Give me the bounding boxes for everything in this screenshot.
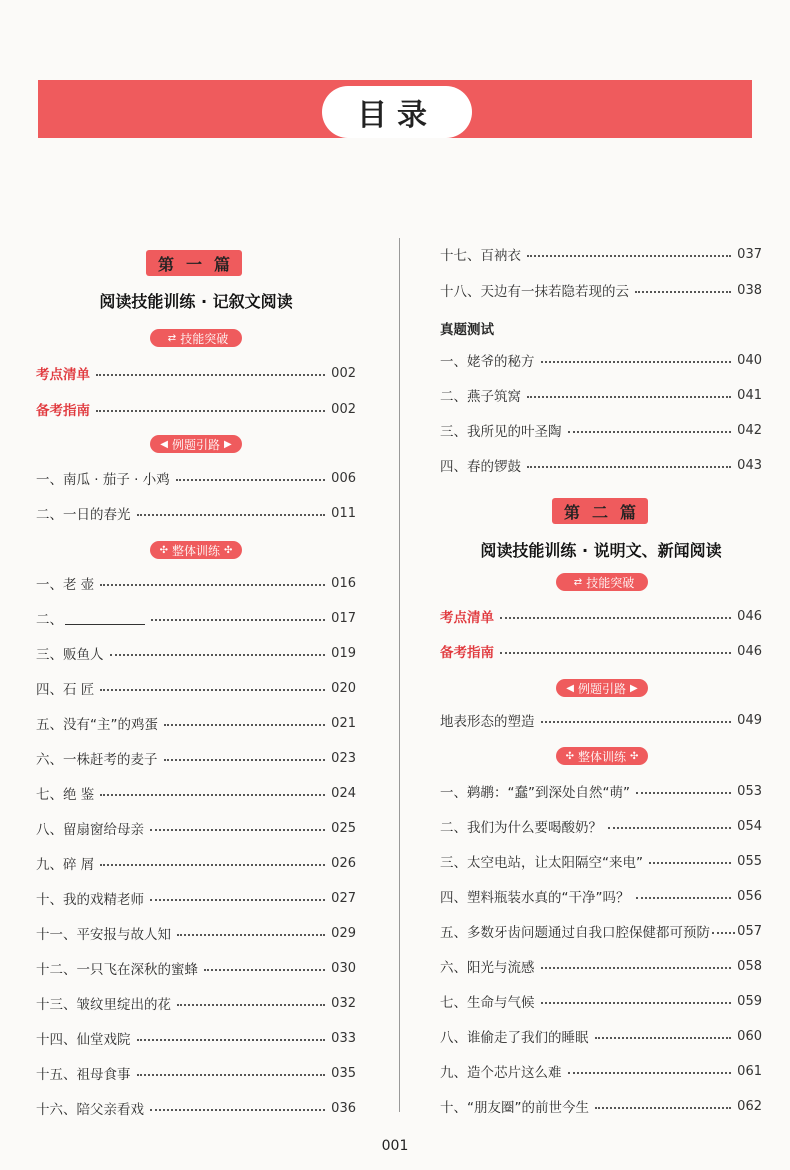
tag-overall-1: ✣ 整体训练 ✣ [150,541,242,559]
part2-badge: 第二篇 [552,498,648,524]
toc-entry[interactable]: 二、一日的春光 011 [36,505,356,523]
sparkle-icon: ✣ [565,750,574,762]
toc-entry[interactable]: 一、鹈鹕：“蠢”到深处自然“萌” 053 [440,783,762,801]
sparkle-icon: ✣ [159,544,168,556]
toc-entry[interactable]: 二、燕子筑窝 041 [440,387,762,405]
toc-entry[interactable]: 备考指南 002 [36,401,356,419]
toc-entry[interactable]: 三、贩鱼人 019 [36,645,356,663]
title-blank [65,612,145,625]
section-heading: 真题测试 [440,322,494,338]
toc-entry[interactable]: 四、石 匠 020 [36,680,356,698]
toc-entry[interactable]: 十、“朋友圈”的前世今生 062 [440,1098,762,1116]
toc-entry[interactable]: 十五、祖母食事 035 [36,1065,356,1083]
toc-entry[interactable]: 备考指南 046 [440,643,762,661]
toc-entry[interactable]: 一、南瓜 · 茄子 · 小鸡 006 [36,470,356,488]
toc-entry[interactable]: 四、春的锣鼓 043 [440,457,762,475]
toc-entry[interactable]: 十三、皱纹里绽出的花 032 [36,995,356,1013]
tag-skill-2: ⇄ 技能突破 [556,573,648,591]
toc-entry[interactable]: 三、太空电站，让太阳隔空“来电” 055 [440,853,762,871]
swap-icon: ⇄ [167,332,177,344]
toc-entry[interactable]: 九、造个芯片这么难 061 [440,1063,762,1081]
sparkle-icon: ✣ [224,544,233,556]
column-divider [399,238,400,1112]
toc-entry[interactable]: 十八、天边有一抹若隐若现的云 038 [440,282,762,300]
toc-entry[interactable]: 三、我所见的叶圣陶 042 [440,422,762,440]
toc-entry[interactable]: 十、我的戏精老师 027 [36,890,356,908]
arrow-left-icon: ◀ [566,682,574,694]
toc-entry[interactable]: 十七、百衲衣 037 [440,246,762,264]
toc-entry[interactable]: 九、碎 屑 026 [36,855,356,873]
toc-entry[interactable]: 地表形态的塑造 049 [440,712,762,730]
toc-entry[interactable]: 二、我们为什么要喝酸奶？ 054 [440,818,762,836]
sparkle-icon: ✣ [630,750,639,762]
toc-entry[interactable]: 四、塑料瓶装水真的“干净”吗？ 056 [440,888,762,906]
toc-entry[interactable]: 五、多数牙齿问题通过自我口腔保健都可预防 057 [440,923,762,941]
toc-entry[interactable]: 一、姥爷的秘方 040 [440,352,762,370]
arrow-left-icon: ◀ [160,438,168,450]
swap-icon: ⇄ [573,576,583,588]
toc-entry[interactable]: 六、阳光与流感 058 [440,958,762,976]
toc-entry[interactable]: 七、生命与气候 059 [440,993,762,1011]
tag-example-1: ◀ 例题引路 ▶ [150,435,242,453]
toc-entry[interactable]: 十六、陪父亲看戏 036 [36,1100,356,1118]
toc-entry[interactable]: 八、留扇窗给母亲 025 [36,820,356,838]
page-title: 目录 [322,86,472,138]
toc-entry[interactable]: 十四、仙堂戏院 033 [36,1030,356,1048]
toc-entry[interactable]: 二、 017 [36,610,356,628]
toc-entry[interactable]: 考点清单 046 [440,608,762,626]
toc-entry[interactable]: 八、谁偷走了我们的睡眠 060 [440,1028,762,1046]
tag-overall-2: ✣ 整体训练 ✣ [556,747,648,765]
arrow-right-icon: ▶ [224,438,232,450]
arrow-right-icon: ▶ [630,682,638,694]
page-number: 001 [381,1138,409,1154]
toc-entry[interactable]: 十一、平安报与故人知 029 [36,925,356,943]
tag-skill-1: ⇄ 技能突破 [150,329,242,347]
tag-example-2: ◀ 例题引路 ▶ [556,679,648,697]
toc-entry[interactable]: 十二、一只飞在深秋的蜜蜂 030 [36,960,356,978]
part1-badge: 第一篇 [146,250,242,276]
toc-entry[interactable]: 考点清单 002 [36,365,356,383]
toc-entry[interactable]: 五、没有“主”的鸡蛋 021 [36,715,356,733]
toc-entry[interactable]: 六、一株赶考的麦子 023 [36,750,356,768]
toc-entry[interactable]: 一、老 壶 016 [36,575,356,593]
part2-title: 阅读技能训练 · 说明文、新闻阅读 [480,541,722,560]
part1-title: 阅读技能训练 · 记叙文阅读 [99,292,293,311]
toc-entry[interactable]: 七、绝 鉴 024 [36,785,356,803]
